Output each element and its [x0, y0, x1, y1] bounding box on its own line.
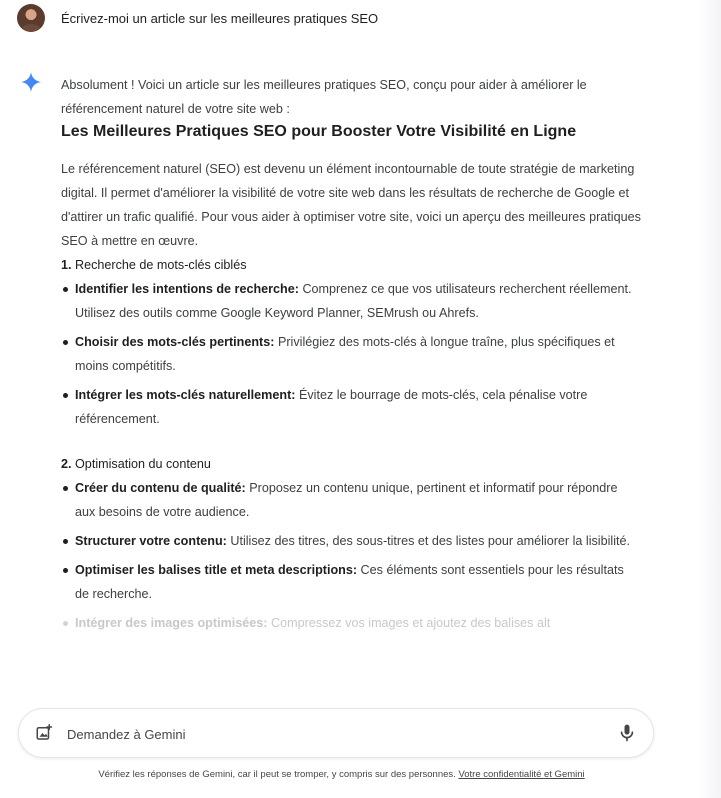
- user-avatar[interactable]: [17, 4, 45, 32]
- item-label: Créer du contenu de qualité:: [75, 481, 246, 495]
- gemini-response: [61, 73, 641, 640]
- item-label: Intégrer des images optimisées:: [75, 616, 268, 630]
- section-number: 1.: [61, 258, 72, 272]
- item-text: Utilisez des titres, des sous-titres et des listes pour améliorer la lisibilité.: [226, 534, 631, 548]
- section-number: 2.: [61, 457, 72, 471]
- response-intro: Absolument ! Voici un article sur les meilleures pratiques SEO, conçu pour aider à améliorer le référencement naturel de votre site web :: [61, 78, 587, 116]
- item-text: Privilégiez des mots-clés à longue traîne, plus spécifiques et moins compétitifs.: [75, 335, 615, 373]
- section-heading: [61, 452, 641, 476]
- section-title: Recherche de mots-clés ciblés: [75, 258, 247, 272]
- microphone-icon[interactable]: [617, 723, 637, 743]
- list-item: [61, 383, 641, 431]
- gemini-sparkle-icon: [20, 71, 42, 93]
- privacy-link[interactable]: Votre confidentialité et Gemini: [458, 769, 585, 780]
- item-label: Choisir des mots-clés pertinents:: [75, 335, 275, 349]
- item-label: Intégrer les mots-clés naturellement:: [75, 388, 296, 402]
- list-item: [61, 277, 641, 325]
- list-item: [61, 558, 641, 606]
- list-item: [61, 330, 641, 378]
- item-text: Évitez le bourrage de mots-clés, cela pénalise votre référencement.: [75, 388, 588, 426]
- section-spacer: [61, 436, 641, 452]
- prompt-composer[interactable]: [18, 708, 654, 758]
- item-text: Ces éléments sont essentiels pour les résultats de recherche.: [75, 563, 624, 601]
- user-message: [17, 4, 378, 32]
- list-item: [61, 529, 641, 553]
- item-label: Structurer votre contenu:: [75, 534, 227, 548]
- item-label: Optimiser les balises title et meta descriptions:: [75, 563, 358, 577]
- bullet-list: [61, 277, 641, 431]
- article-title: Les Meilleures Pratiques SEO pour Booster Votre Visibilité en Ligne: [61, 123, 577, 140]
- add-image-icon[interactable]: [35, 724, 53, 742]
- list-item: [61, 476, 641, 524]
- bullet-list: [61, 476, 641, 635]
- user-prompt-text: Écrivez-moi un article sur les meilleures pratiques SEO: [61, 10, 379, 26]
- section-heading: [61, 253, 641, 277]
- scroll-edge: [683, 0, 721, 798]
- list-item: [61, 611, 641, 635]
- item-label: Identifier les intentions de recherche:: [75, 282, 299, 296]
- footer-disclaimer: [0, 769, 683, 780]
- item-text: Proposez un contenu unique, pertinent et informatif pour répondre aux besoins de votre audience.: [75, 481, 618, 519]
- disclaimer-text: Vérifiez les réponses de Gemini, car il peut se tromper, y compris sur des personnes.: [98, 769, 459, 780]
- section-title: Optimisation du contenu: [75, 457, 211, 471]
- item-text: Comprenez ce que vos utilisateurs recherchent réellement. Utilisez des outils comme Google Keyword Planner, SEMrush ou Ahrefs.: [75, 282, 632, 320]
- article-lead: Le référencement naturel (SEO) est devenu un élément incontournable de toute stratégie de marketing digital. Il permet d'améliorer la visibilité de votre site web dans les résultats de recherche de Google et d'attirer un trafic qualifié. Pour vous aider à optimiser votre site, voici un aperçu des meilleures pratiques SEO à mettre en œuvre.: [61, 162, 641, 248]
- item-text: Compressez vos images et ajoutez des balises alt: [267, 616, 551, 630]
- prompt-input[interactable]: [67, 723, 587, 745]
